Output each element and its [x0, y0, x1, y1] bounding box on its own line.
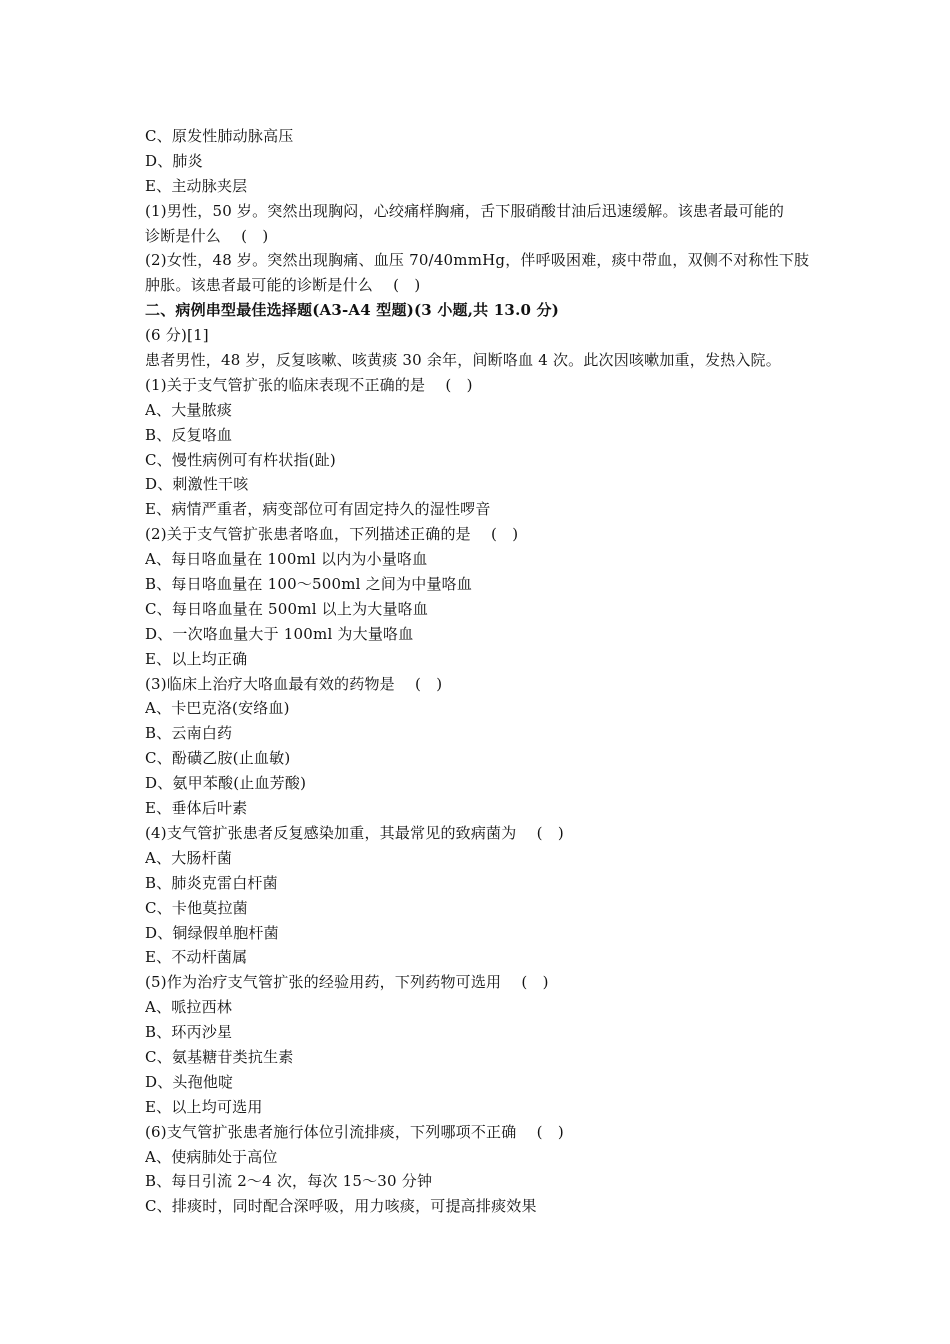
- text-line: C、酚磺乙胺(止血敏): [145, 749, 291, 768]
- text-line: (4)支气管扩张患者反复感染加重，其最常见的致病菌为 ( ): [145, 823, 564, 842]
- text-line: A、哌拉西林: [145, 998, 233, 1017]
- text-line: D、肺炎: [145, 151, 203, 170]
- text-line: A、每日咯血量在 100ml 以内为小量咯血: [145, 550, 428, 569]
- text-line: B、环丙沙星: [145, 1023, 233, 1042]
- text-line: C、氨基糖苷类抗生素: [145, 1047, 294, 1066]
- text-line: A、卡巴克洛(安络血): [145, 699, 290, 718]
- text-line: A、大量脓痰: [145, 400, 233, 419]
- text-line: D、铜绿假单胞杆菌: [145, 923, 279, 942]
- text-line: D、刺激性干咳: [145, 475, 249, 494]
- text-line: E、病情严重者，病变部位可有固定持久的湿性啰音: [145, 500, 491, 519]
- text-line: (6)支气管扩张患者施行体位引流排痰，下列哪项不正确 ( ): [145, 1122, 564, 1141]
- text-line: (1)男性，50 岁。突然出现胸闷，心绞痛样胸痛，舌下服硝酸甘油后迅速缓解。该患者最可能的: [145, 201, 785, 220]
- text-line: (6 分)[1]: [145, 326, 209, 345]
- text-line: 诊断是什么 ( ): [145, 226, 269, 245]
- text-line: A、大肠杆菌: [145, 848, 233, 867]
- text-line: D、头孢他啶: [145, 1072, 234, 1091]
- text-line: A、使病肺处于高位: [145, 1147, 278, 1166]
- text-line: C、慢性病例可有杵状指(趾): [145, 450, 336, 469]
- text-line: 患者男性，48 岁，反复咳嗽、咳黄痰 30 余年，间断咯血 4 次。此次因咳嗽加重，发热入院。: [145, 351, 781, 370]
- text-line: E、垂体后叶素: [145, 799, 248, 818]
- text-line: (2)关于支气管扩张患者咯血，下列描述正确的是 ( ): [145, 525, 519, 544]
- text-line: B、反复咯血: [145, 425, 233, 444]
- text-line: B、云南白药: [145, 724, 233, 743]
- text-line: (3)临床上治疗大咯血最有效的药物是 ( ): [145, 674, 443, 693]
- text-line: D、一次咯血量大于 100ml 为大量咯血: [145, 624, 414, 643]
- text-line: 肿胀。该患者最可能的诊断是什么 ( ): [145, 276, 421, 295]
- text-line: C、排痰时，同时配合深呼吸，用力咳痰，可提高排痰效果: [145, 1197, 537, 1216]
- text-line: (2)女性，48 岁。突然出现胸痛、血压 70/40mmHg，伴呼吸困难，痰中带血，双侧不对称性下肢: [145, 251, 810, 270]
- text-line: E、不动杆菌属: [145, 948, 248, 967]
- section-heading: 二、病例串型最佳选择题(A3-A4 型题)(3 小题,共 13.0 分): [145, 301, 560, 320]
- text-line: B、每日咯血量在 100～500ml 之间为中量咯血: [145, 575, 473, 594]
- text-line: C、每日咯血量在 500ml 以上为大量咯血: [145, 599, 429, 618]
- text-line: C、原发性肺动脉高压: [145, 127, 294, 145]
- document-page: [145, 124, 815, 1219]
- text-line: D、氨甲苯酸(止血芳酸): [145, 774, 307, 793]
- text-line: E、以上均可选用: [145, 1097, 263, 1116]
- text-line: C、卡他莫拉菌: [145, 898, 248, 917]
- text-line: (1)关于支气管扩张的临床表现不正确的是 ( ): [145, 375, 473, 394]
- text-line: B、肺炎克雷白杆菌: [145, 873, 278, 892]
- text-line: B、每日引流 2～4 次，每次 15～30 分钟: [145, 1172, 433, 1191]
- text-line: E、主动脉夹层: [145, 176, 248, 195]
- text-line: E、以上均正确: [145, 649, 248, 668]
- text-line: (5)作为治疗支气管扩张的经验用药，下列药物可选用 ( ): [145, 973, 549, 992]
